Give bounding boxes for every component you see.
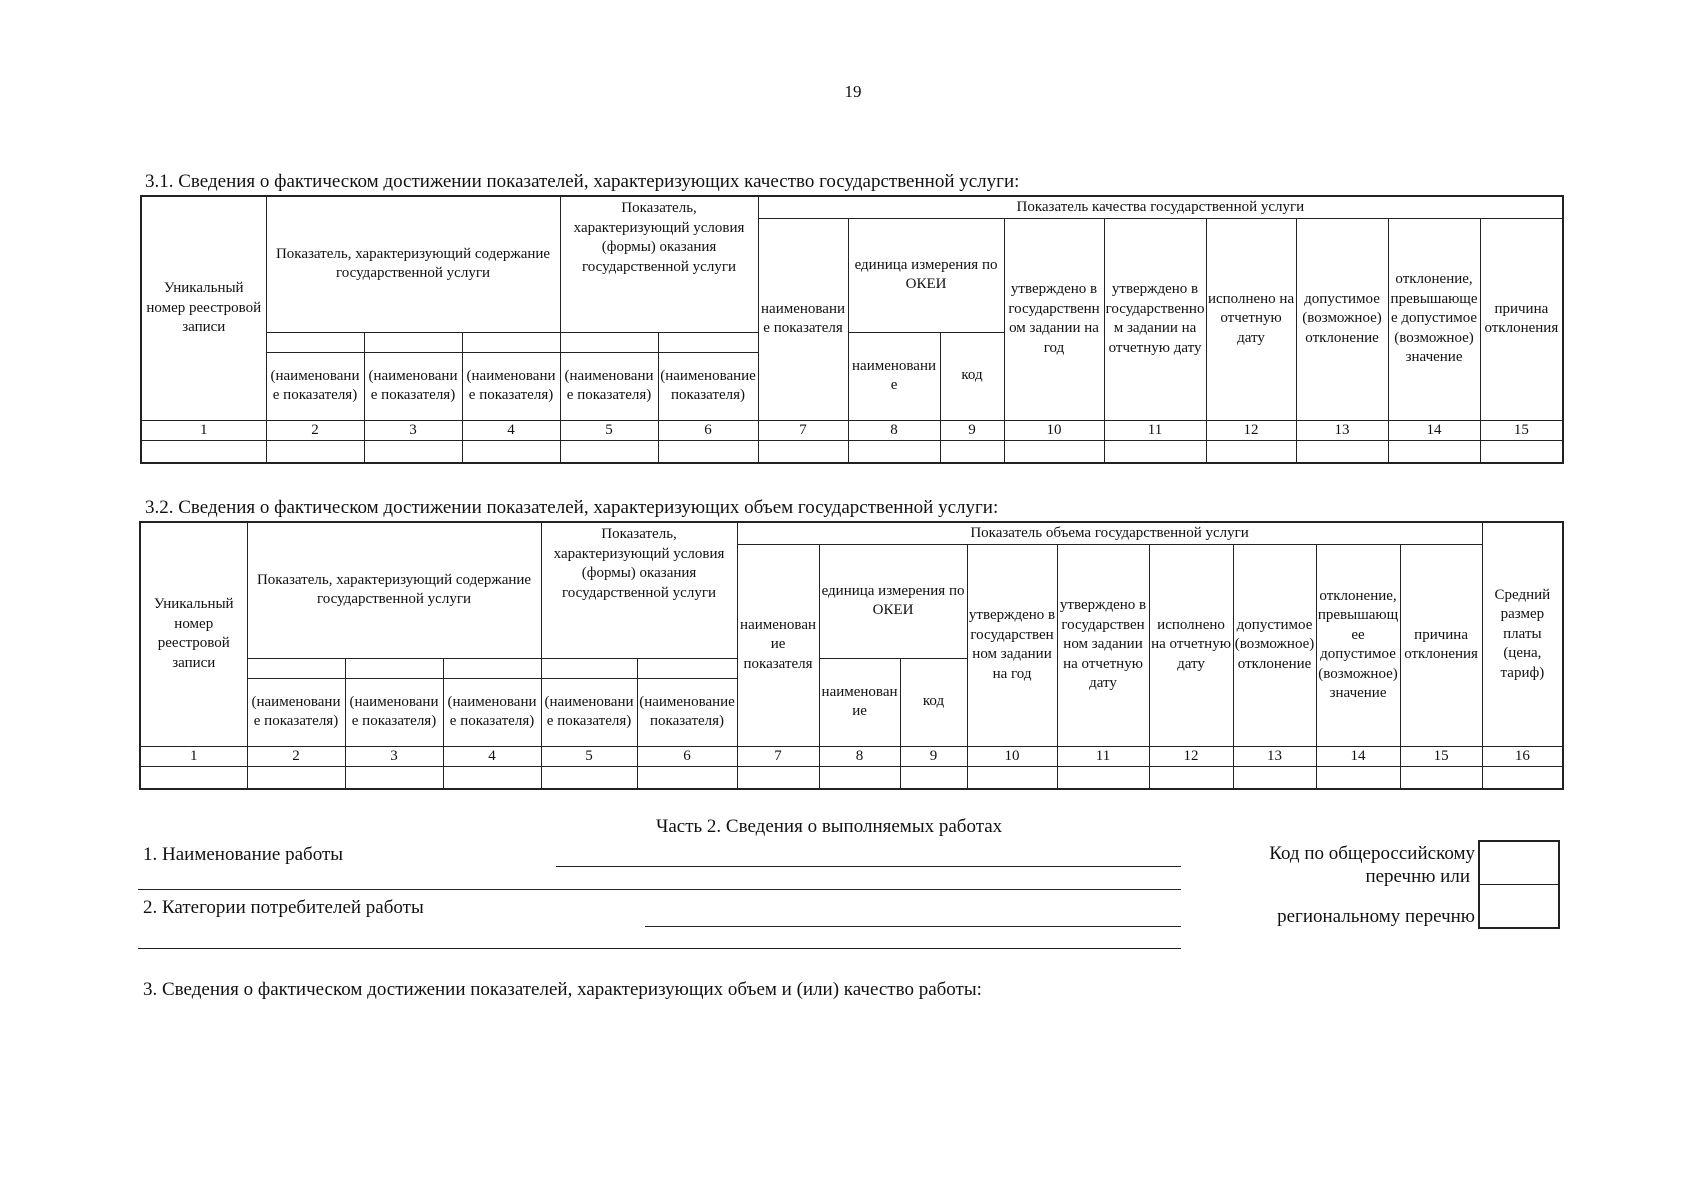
conditions-indicator-header: Показатель, характеризующий условия (формы) оказания государственной услуги [541,522,737,658]
sub-naming: (наименование показателя) [266,352,364,420]
consumer-categories-label: 2. Категории потребителей работы [143,897,424,918]
table-cell[interactable] [1057,767,1149,789]
deviation-reason-header: причина отклонения [1400,544,1482,746]
approved-date-header: утверждено в государственном задании на отчетную дату [1104,218,1206,420]
column-number: 7 [758,420,848,441]
sub-naming: (наименование показателя) [541,678,637,746]
code-label-line-2: перечню или [1365,866,1470,887]
column-number: 4 [462,420,560,441]
table-cell[interactable] [266,441,364,463]
allowed-deviation-header: допустимое (возможное) отклонение [1233,544,1316,746]
table-cell[interactable] [900,767,967,789]
code-label-line-1: Код по общероссийскому [1269,843,1475,864]
sub-naming: (наименование показателя) [658,352,758,420]
table-cell[interactable] [462,441,560,463]
avg-fee-header: Средний размер платы (цена, тариф) [1482,522,1563,746]
exceeding-deviation-header: отклонение, превышающее допустимое (возможное) значение [1316,544,1400,746]
conditions-indicator-header: Показатель, характеризующий условия (формы) оказания государственной услуги [560,196,758,332]
column-number: 3 [364,420,462,441]
column-number: 11 [1057,746,1149,767]
column-number: 5 [560,420,658,441]
section-3-2-title: 3.2. Сведения о фактическом достижении показателей, характеризующих объем государственной услуги: [145,497,999,518]
table-cell[interactable] [1206,441,1296,463]
table-cell[interactable] [1296,441,1388,463]
executed-header: исполнено на отчетную дату [1149,544,1233,746]
table-cell[interactable] [364,441,462,463]
empty-data-row [141,441,1563,463]
table-cell[interactable] [1004,441,1104,463]
sub-naming: (наименование показателя) [560,352,658,420]
table-cell[interactable] [658,441,758,463]
consumer-categories-line[interactable] [645,926,1181,927]
column-number: 2 [247,746,345,767]
table-cell[interactable] [541,767,637,789]
section-3-title: 3. Сведения о фактическом достижении показателей, характеризующих объем и (или) качество работы: [143,979,982,1000]
consumer-categories-line-2[interactable] [138,948,1181,949]
column-number: 1 [141,420,266,441]
sub-naming: (наименование показателя) [364,352,462,420]
column-numbers-row [140,746,1563,767]
table-cell[interactable] [1104,441,1206,463]
quality-indicator-header: Показатель качества государственной услуги [758,196,1563,218]
column-number: 12 [1206,420,1296,441]
column-number: 16 [1482,746,1563,767]
column-number: 4 [443,746,541,767]
code-label-line-3: региональному перечню [1277,906,1475,927]
column-number: 10 [967,746,1057,767]
column-number: 3 [345,746,443,767]
exceeding-deviation-header: отклонение, превышающее допустимое (возможное) значение [1388,218,1480,420]
table-cell[interactable] [737,767,819,789]
table-cell[interactable] [1149,767,1233,789]
column-number: 2 [266,420,364,441]
work-name-label: 1. Наименование работы [143,844,344,865]
indicator-name-header: наименование показателя [758,218,848,420]
table-cell[interactable] [443,767,541,789]
table-cell[interactable] [967,767,1057,789]
indicator-name-header: наименование показателя [737,544,819,746]
section-3-1-title: 3.1. Сведения о фактическом достижении показателей, характеризующих качество государственной услуги: [145,171,1020,192]
column-number: 10 [1004,420,1104,441]
column-number: 13 [1296,420,1388,441]
column-number: 12 [1149,746,1233,767]
table-cell[interactable] [345,767,443,789]
column-number: 1 [140,746,247,767]
table-cell[interactable] [1482,767,1563,789]
content-indicator-header: Показатель, характеризующий содержание государственной услуги [247,522,541,658]
deviation-reason-header: причина отклонения [1480,218,1563,420]
column-number: 14 [1388,420,1480,441]
table-cell[interactable] [637,767,737,789]
sub-naming: (наименование показателя) [247,678,345,746]
column-number: 11 [1104,420,1206,441]
table-cell[interactable] [940,441,1004,463]
column-number: 15 [1400,746,1482,767]
empty-data-row [140,767,1563,789]
part-2-title: Часть 2. Сведения о выполняемых работах [656,816,1003,837]
sub-naming: (наименование показателя) [462,352,560,420]
table-cell[interactable] [819,767,900,789]
unit-code-header: код [900,658,967,746]
column-number: 14 [1316,746,1400,767]
work-name-line[interactable] [556,866,1181,867]
column-number: 8 [819,746,900,767]
page-number: 19 [844,82,862,101]
code-box-divider [1480,884,1558,885]
allowed-deviation-header: допустимое (возможное) отклонение [1296,218,1388,420]
table-cell[interactable] [848,441,940,463]
approved-date-header: утверждено в государственном задании на отчетную дату [1057,544,1149,746]
table-cell[interactable] [1233,767,1316,789]
column-number: 6 [658,420,758,441]
column-number: 9 [940,420,1004,441]
volume-table [139,521,1564,790]
table-cell[interactable] [247,767,345,789]
executed-header: исполнено на отчетную дату [1206,218,1296,420]
work-name-line-2[interactable] [138,889,1181,890]
column-numbers-row [141,420,1563,441]
content-indicator-header: Показатель, характеризующий содержание государственной услуги [266,196,560,332]
unit-okei-header: единица измерения по ОКЕИ [819,544,967,658]
column-number: 7 [737,746,819,767]
unique-number-header: Уникальный номер реестровой записи [141,196,266,420]
column-number: 15 [1480,420,1563,441]
table-cell[interactable] [1480,441,1563,463]
approved-year-header: утверждено в государственном задании на год [1004,218,1104,420]
volume-indicator-header: Показатель объема государственной услуги [737,522,1482,544]
column-number: 5 [541,746,637,767]
unit-name-header: наименование [848,332,940,420]
table-cell[interactable] [560,441,658,463]
table-cell[interactable] [1388,441,1480,463]
table-cell[interactable] [1316,767,1400,789]
unit-okei-header: единица измерения по ОКЕИ [848,218,1004,332]
unit-code-header: код [940,332,1004,420]
table-cell[interactable] [141,441,266,463]
sub-naming: (наименование показателя) [345,678,443,746]
code-box[interactable] [1478,840,1560,929]
approved-year-header: утверждено в государственном задании на год [967,544,1057,746]
column-number: 13 [1233,746,1316,767]
table-cell[interactable] [140,767,247,789]
sub-naming: (наименование показателя) [443,678,541,746]
quality-table [140,195,1564,464]
sub-naming: (наименование показателя) [637,678,737,746]
unique-number-header: Уникальный номер реестровой записи [140,522,247,746]
column-number: 8 [848,420,940,441]
column-number: 6 [637,746,737,767]
unit-name-header: наименование [819,658,900,746]
column-number: 9 [900,746,967,767]
table-cell[interactable] [1400,767,1482,789]
table-cell[interactable] [758,441,848,463]
